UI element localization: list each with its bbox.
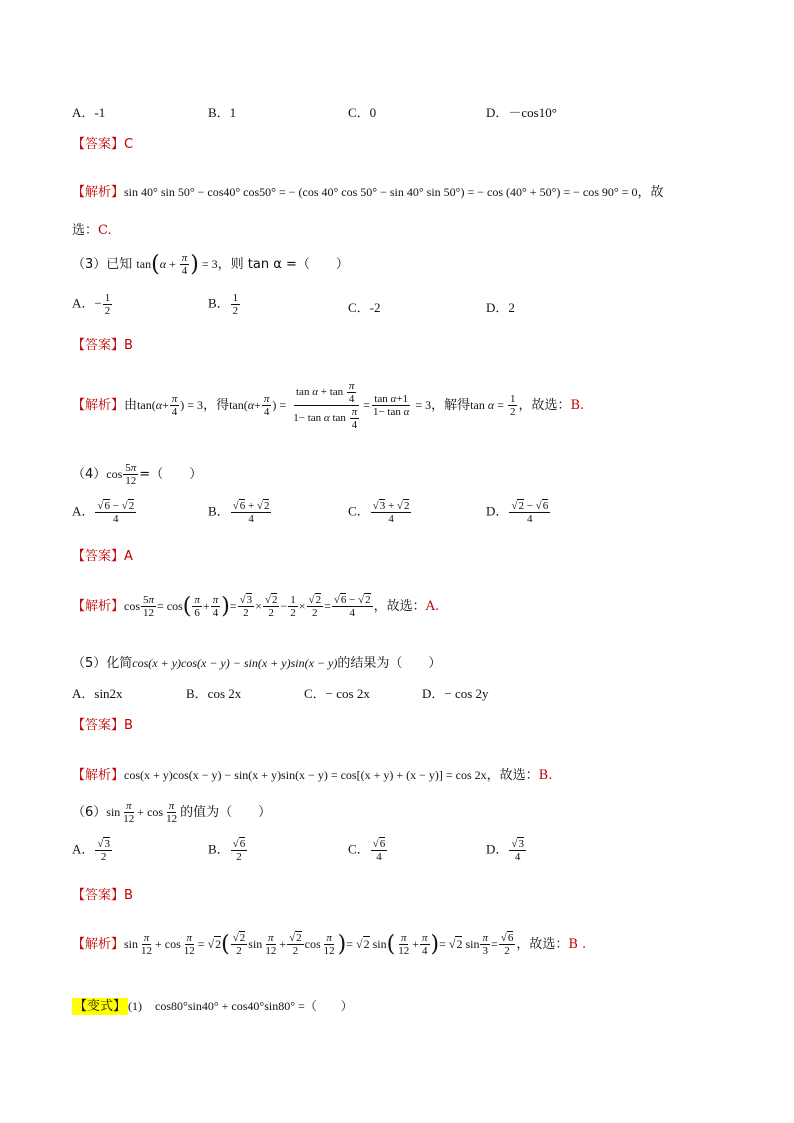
analysis-expression: sin 40° sin 50° − cos40° cos50° = − (cos 40° cos 50° − sin 40° sin 50°) = − cos (40° + 50°) = − cos 90° = 0: [124, 185, 638, 199]
q5-option-d: D．− cos 2y: [422, 686, 489, 701]
answer-value: C: [124, 137, 134, 152]
q6-question: （6）sin $\frac{\pi}{12}$ + cos $\frac{\pi}{12}$ 的值为（ ）: [72, 800, 272, 826]
q6-option-d: D． $\frac{√3}{4}$: [486, 838, 524, 864]
q2-option-a: A．-1: [72, 105, 106, 120]
analysis-tail: 选：: [72, 223, 99, 238]
q2-option-b: B．1: [208, 105, 237, 120]
q2-option-d: D．－cos10°: [486, 105, 557, 120]
q2-option-c: C．0: [348, 105, 377, 120]
variant-question: 【变式】 (1) cos80°sin40° + cos40°sin80° =（ ）: [74, 999, 353, 1014]
q4-answer: 【答案】A: [72, 549, 133, 564]
q5-analysis: 【解析】cos(x + y)cos(x − y) − sin(x + y)sin(x − y) = cos[(x + y) + (x − y)] = cos 2x，故选：B.: [72, 768, 553, 783]
q3-option-d: D．2: [486, 300, 515, 315]
q4-option-b: B． $\frac{√6 + √2}{4}$: [208, 500, 270, 526]
q3-answer: 【答案】B: [72, 338, 133, 353]
variant-tag: 【变式】: [74, 999, 127, 1014]
q3-option-c: C．-2: [348, 300, 381, 315]
q2-analysis-cont: [72, 219, 112, 238]
question-tail: ，则 tan α =（ ）: [217, 257, 349, 273]
q6-option-c: C． $\frac{√6}{4}$: [348, 838, 386, 864]
q5-option-c: C．− cos 2x: [304, 686, 370, 701]
q4-option-c: C． $\frac{√3 + √2}{4}$: [348, 500, 410, 526]
q5-option-a: A．sin2x: [72, 686, 123, 701]
q6-answer: 【答案】B: [72, 888, 133, 903]
question-number: （3）已知: [72, 257, 133, 273]
q3-question: （3）已知 tan(α + $\frac{\pi}{4}$ ) = 3，则 tan α =（ ）: [72, 252, 349, 278]
q6-option-a: A． $\frac{√3}{2}$: [72, 838, 110, 864]
q6-analysis: 【解析】sin $\frac{\pi}{12}$ + cos $\frac{\pi}{12}$ = √2( $\frac{√2}{2}$ sin $\frac{\pi}{12}$ + $\frac{√2}{2}$ cos $\frac{\pi}{12}$ )= √2 sin( $\frac{\pi}{12}$ + $\frac{\pi}{4}$ )= √2 sin $\frac{\pi}{3}$ = $\frac{√6}{2}$ ，故选：B .: [72, 932, 587, 958]
q4-analysis: 【解析】cos $\frac{5\pi}{12}$ = cos( $\frac{\pi}{6}$ + $\frac{\pi}{4}$ )= $\frac{√3}{2}$ × $\frac{√2}{2}$ − $\frac{1}{2}$ × $\frac{√2}{2}$ = $\frac{√6 - √2}{4}$ ，故选：A.: [72, 594, 440, 620]
q5-answer: 【答案】B: [72, 718, 133, 733]
q3-option-b: B． $\frac{1}{2}$: [208, 292, 239, 318]
q2-answer: [72, 133, 133, 152]
analysis-tag: 【解析】: [72, 398, 125, 414]
q6-option-b: B． $\frac{√6}{2}$: [208, 838, 246, 864]
q4-option-a: A． $\frac{√6 - √2}{4}$: [72, 500, 135, 526]
q2-analysis: [72, 181, 663, 200]
analysis-tag: 【解析】: [72, 185, 125, 200]
q3-option-a: A．− $\frac{1}{2}$: [72, 292, 111, 318]
q5-question: （5）化简cos(x + y)cos(x − y) − sin(x + y)sin(x − y)的结果为（ ）: [72, 656, 442, 671]
analysis-choice: C.: [98, 223, 112, 238]
q4-question: （4）cos $\frac{5\pi}{12}$ =（ ）: [72, 462, 203, 488]
answer-tag: 【答案】: [72, 137, 125, 152]
q3-analysis: 【解析】由tan(α+ $\frac{\pi}{4}$ ) = 3，得tan(α+ $\frac{\pi}{4}$ ) = tan α + tan $\frac{\pi}{4}$ 1− tan α tan $\frac{\pi}{4}$ = $\frac{\text{tan α+1}}{\text{1− tan α}}$ = 3，解得tan α = $\frac{1}{2}$ ，故选：B.: [72, 380, 585, 432]
q4-option-d: D． $\frac{√2 - √6}{4}$: [486, 500, 549, 526]
analysis-tail: ，故: [637, 185, 664, 200]
q5-option-b: B．cos 2x: [186, 686, 242, 701]
